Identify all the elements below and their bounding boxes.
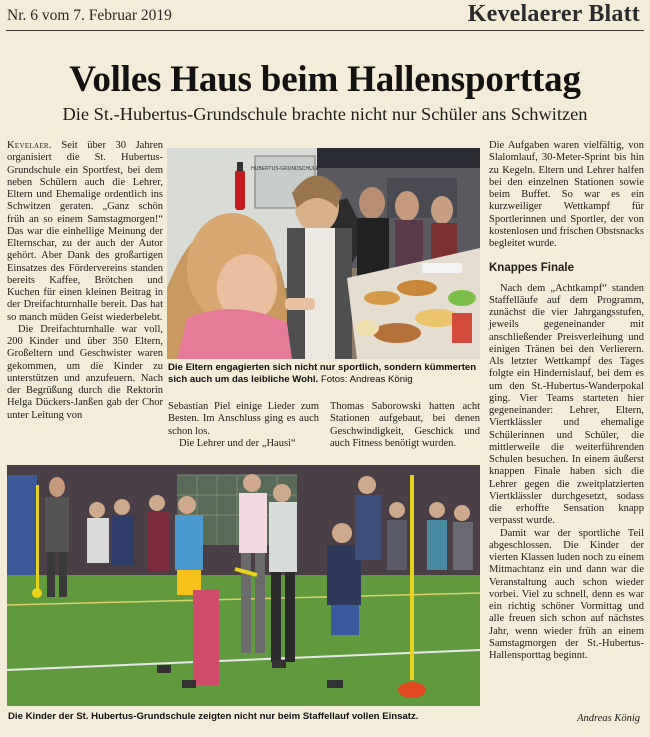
article-column-3 (330, 401, 480, 450)
photo-relay (7, 465, 480, 706)
photo-credit: Fotos: Andreas König (320, 373, 413, 385)
article-author: Andreas König (577, 713, 640, 724)
header-rule (6, 30, 644, 31)
dateline: Kevelaer. (7, 140, 52, 151)
article-column-1 (7, 140, 163, 445)
photo-relay-caption: Die Kinder der St. Hubertus-Grundschule zeigten nicht nur beim Staffellauf vollen Einsatz. (8, 711, 419, 722)
buffet-scene-illustration (167, 148, 480, 359)
article-headline: Volles Haus beim Hallensporttag (69, 59, 581, 100)
newspaper-masthead: Kevelaerer Blatt (467, 1, 640, 27)
article-column-2 (168, 401, 319, 450)
relay-scene-illustration (7, 465, 480, 706)
issue-date: Nr. 6 vom 7. Februar 2019 (7, 7, 172, 24)
paragraph-closing: Damit war der sportliche Teil abgeschlossen. Die Kinder der vierten Klassen luden noch zu einem Mitmachtanz ein und dann war die Veranstaltung auch schon wieder vorbei. Viel zu schnell, denn es war ein richtig schöner Vormittag und alle freuen sich schon auf nächstes Jahr, wenn wieder früh an einem Samstagmorgen der St.-Hubertus-Hallensporttag beginnt. (489, 527, 644, 661)
intro-text: Seit über 30 Jahren organisiert die St. Hubertus-Grundschule ein Sportfest, bei dem neben Schülern auch die Lehrer, Eltern und Ehemalige ordentlich ins Schwitzen geraten. „Ganz schön früh an so einem Samstagmorgen!“ Das war die einhellige Meinung der Elternschar, zu der auch der Autor gehört. Aber Dank des großartigen Einsatzes des Fördervereins standen bereits Kaffee, Brötchen und Kuchen für einen kleinen Beitrag in der Dreifachturnhalle bereit. Das hat so manch müden Geist wiederbelebt. (7, 140, 163, 323)
paragraph-intro (7, 140, 163, 324)
wall-sign-text: HUBERTUS-GRUNDSCHULE (251, 166, 319, 172)
paragraph-stations: Thomas Saborowski hatten acht Stationen aufgebaut, bei denen Geschwindigkeit, Geschick und auch Fitness benötigt wurden. (330, 401, 480, 449)
paragraph-relay: Nach dem „Achtkampf“ standen Staffelläufe auf dem Programm, zunächst die vier Jahrgangsstufen, jeweils gegeneinander mit anschließender Preisverleihung und einigen Tränen bei den Verlierern. Als letzter Wettkampf des Tages folgte ein Hindernislauf, bei dem es um den St.-Hubertus-Wanderpokal ging. Vier Teams starteten hier gegeneinander: Lehrer, Eltern, Viertklässler und ehemalige Schülerinnen und Schüler, die mittlerweile die weiterführenden Schulen besuchen. In einem äußerst knappen Finale haben sich die Lehrer gegen die zweitplatzierten Viertklässler durchgesetzt, sodass die erhoffte Sensation knapp verpasst wurde. (489, 282, 644, 527)
article-subheadline: Die St.-Hubertus-Grundschule brachte nicht nur Schüler ans Schwitzen (62, 104, 588, 124)
caption-text: Die Eltern engagierten sich nicht nur sportlich, sondern kümmerten sich auch um das leibliche Wohl. (168, 362, 477, 385)
paragraph-choir: Sebastian Piel einige Lieder zum Besten. Im Anschluss ging es auch schon los. (168, 401, 319, 437)
paragraph-teachers: Die Lehrer und der „Hausi“ (179, 437, 296, 449)
article-column-4 (489, 140, 644, 662)
paragraph-tasks: Die Aufgaben waren vielfältig, von Slalomlauf, 30-Meter-Sprint bis hin zu Kegeln. Eltern und Lehrer halfen bei den einzelnen Stationen sowie beim Buffet. So war es ein kurzweiliger Wettkampf für Sportlerinnen und Sportler, der von kostenlosen und frischen Obstsnacks begleitet wurde. (489, 140, 644, 249)
subheading-finale: Knappes Finale (489, 262, 574, 275)
photo-buffet-caption (168, 362, 480, 385)
photo-buffet (167, 148, 480, 359)
paragraph-hall: Die Dreifachturnhalle war voll, 200 Kinder und über 350 Eltern, Großeltern und Geschwister waren gekommen, um die Kinder zu unterstützen und anzufeuern. Nach der Begrüßung durch die Rektorin Helga Dückers-Janßen gab der Chor unter Leitung von (7, 323, 163, 421)
